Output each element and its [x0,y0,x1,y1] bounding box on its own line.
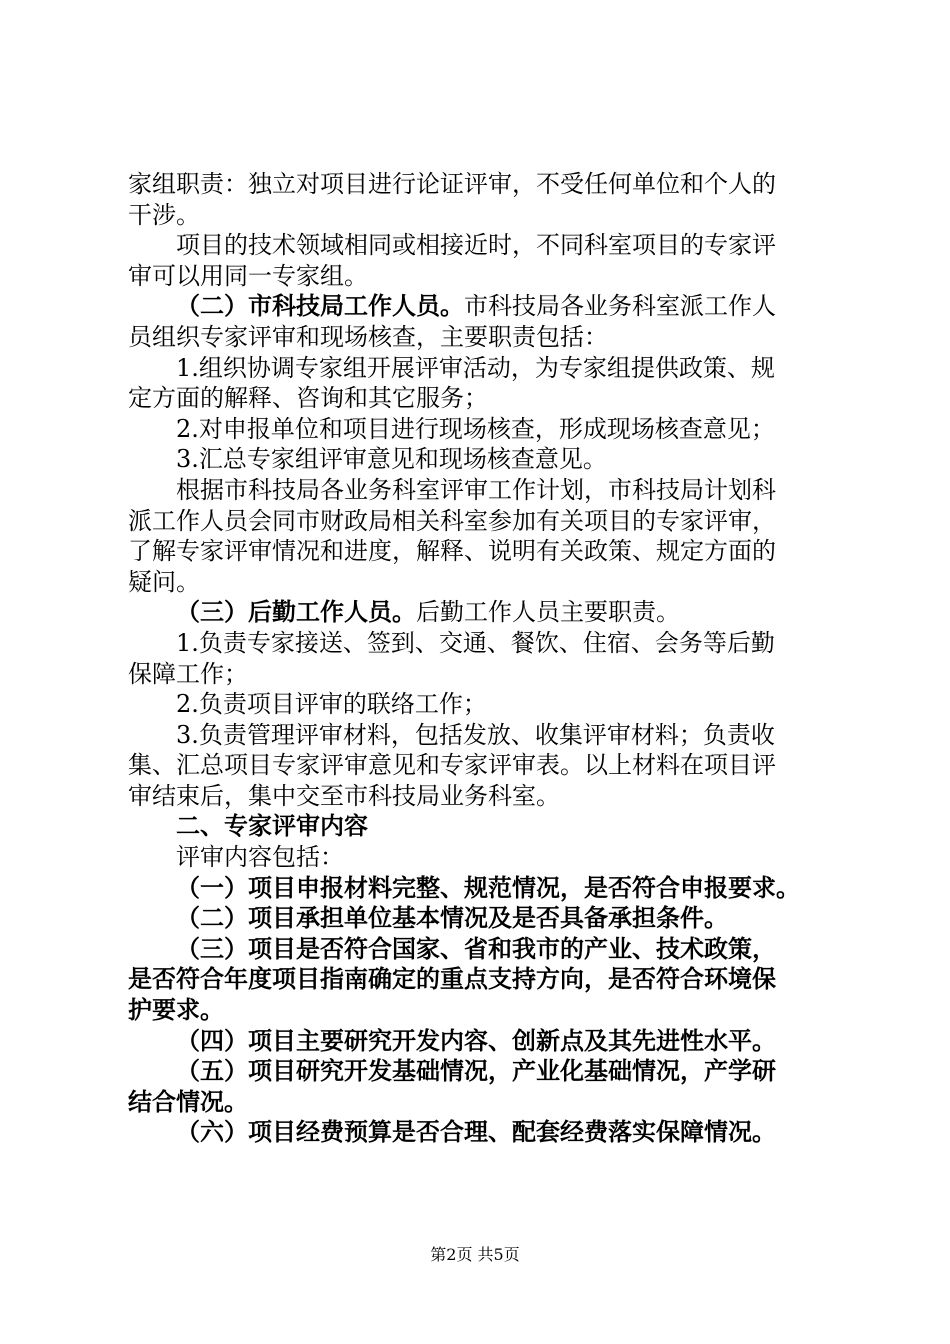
bold-heading: 护要求。 [128,995,224,1025]
text-line [128,230,838,261]
line-text: 定方面的解释、咨询和其它服务； [128,384,488,413]
text-line [128,322,838,353]
text-line [128,659,838,690]
text-line [128,291,838,322]
text-line [128,720,838,751]
line-text: 家组职责：独立对项目进行论证评审，不受任何单位和个人的 [128,170,776,198]
text-line [128,444,838,475]
text-line [128,169,838,200]
text-line [128,811,838,842]
line-text: 了解专家评审情况和进度，解释、说明有关政策、规定方面的 [128,537,776,566]
text-line [128,1087,838,1118]
bold-heading: 结合情况。 [128,1086,248,1116]
line-text: 2.对申报单位和项目进行现场核查，形成现场核查意见； [176,414,775,443]
text-line [128,1056,838,1087]
line-text: 根据市科技局各业务科室评审工作计划，市科技局计划科 [176,475,776,504]
text-line [128,689,838,720]
page-footer: 第2页 共5页 [430,1245,520,1264]
bold-heading: 是否符合年度项目指南确定的重点支持方向，是否符合环境保 [128,964,776,994]
text-line [128,842,838,873]
text-line [128,628,838,659]
text-line [128,1026,838,1057]
line-text: 后勤工作人员主要职责。 [416,598,680,627]
line-text: 审结束后，集中交至市科技局业务科室。 [128,781,560,810]
text-line [128,903,838,934]
bold-heading: （二）市科技局工作人员。 [176,291,464,321]
line-text: 1.组织协调专家组开展评审活动，为专家组提供政策、规 [176,353,775,382]
line-text: 员组织专家评审和现场核查，主要职责包括： [128,322,608,351]
text-line [128,597,838,628]
bold-heading: （三）后勤工作人员。 [176,597,416,627]
text-line [128,200,838,231]
text-line [128,383,838,414]
line-text: 1.负责专家接送、签到、交通、餐饮、住宿、会务等后勤 [176,628,775,657]
line-text: 审可以用同一专家组。 [128,261,368,290]
text-line [128,475,838,506]
line-text: 2.负责项目评审的联络工作； [176,690,487,719]
line-text: 集、汇总项目专家评审意见和专家评审表。以上材料在项目评 [128,751,776,780]
line-text: 项目的技术领域相同或相接近时，不同科室项目的专家评 [176,231,776,260]
line-text: 派工作人员会同市财政局相关科室参加有关项目的专家评审， [128,506,776,535]
bold-heading: （四）项目主要研究开发内容、创新点及其先进性水平。 [176,1025,776,1055]
text-line [128,536,838,567]
bold-heading: （五）项目研究开发基础情况，产业化基础情况，产学研 [176,1056,776,1086]
text-line [128,353,838,384]
text-line [128,995,838,1026]
line-text: 保障工作； [128,659,248,688]
text-line [128,781,838,812]
line-text: 3.负责管理评审材料，包括发放、收集评审材料；负责收 [176,720,775,749]
bold-heading: （一）项目申报材料完整、规范情况，是否符合申报要求。 [176,872,800,902]
line-text: 疑问。 [128,567,200,596]
text-line [128,261,838,292]
line-text: 3.汇总专家组评审意见和现场核查意见。 [176,445,607,474]
line-text: 干涉。 [128,200,200,229]
line-text: 评审内容包括： [176,843,344,872]
text-line [128,964,838,995]
bold-heading: （二）项目承担单位基本情况及是否具备承担条件。 [176,903,728,933]
line-text: 市科技局各业务科室派工作人 [464,292,776,321]
bold-heading: （六）项目经费预算是否合理、配套经费落实保障情况。 [176,1117,776,1147]
body-text [128,169,838,1148]
text-line [128,567,838,598]
text-line [128,934,838,965]
text-line [128,414,838,445]
text-line [128,873,838,904]
bold-heading: （三）项目是否符合国家、省和我市的产业、技术政策， [176,933,776,963]
bold-heading: 二、专家评审内容 [176,811,368,841]
text-line [128,1117,838,1148]
text-line [128,506,838,537]
text-line [128,750,838,781]
